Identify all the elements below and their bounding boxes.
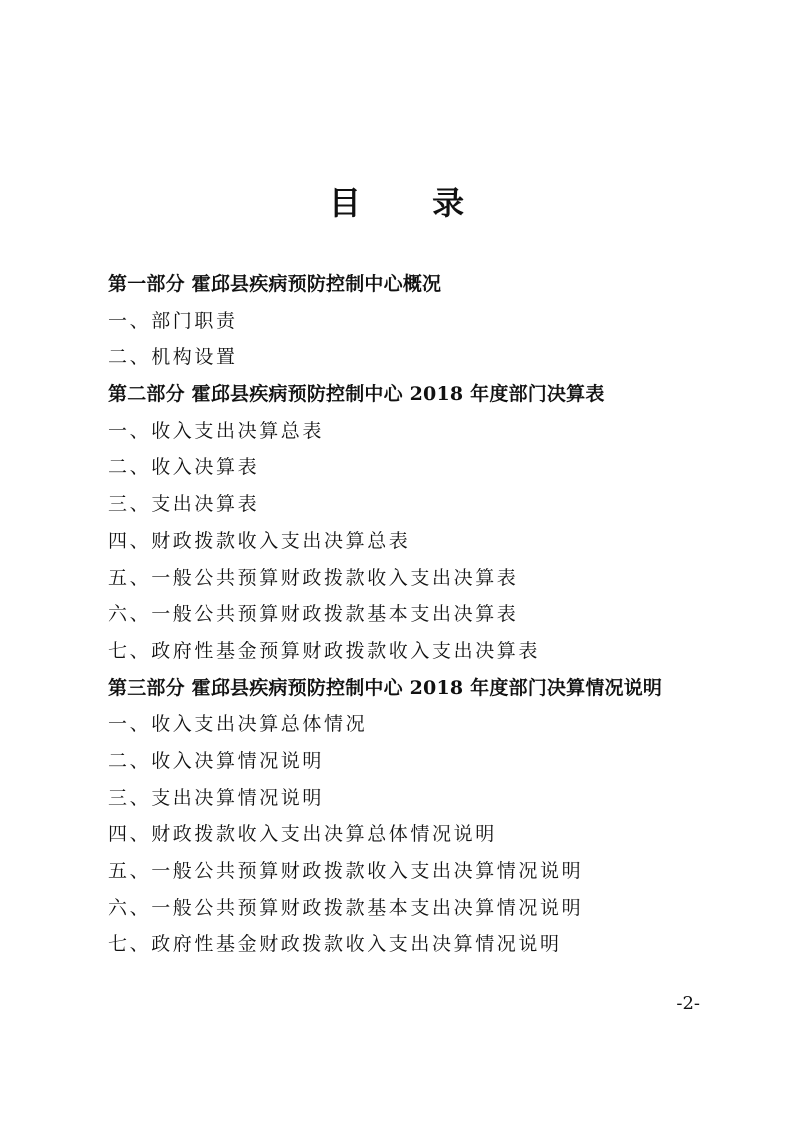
- toc-item: 七、政府性基金预算财政拨款收入支出决算表: [108, 639, 541, 662]
- page-number: -2-: [676, 993, 700, 1014]
- toc-item: 一、收入支出决算总表: [108, 419, 325, 442]
- toc-item: 七、政府性基金财政拨款收入支出决算情况说明: [108, 933, 562, 956]
- page-title: 目 录: [328, 184, 495, 222]
- toc-item: 一、部门职责: [108, 309, 238, 332]
- toc-item: 六、一般公共预算财政拨款基本支出决算情况说明: [108, 896, 584, 919]
- toc-item: 二、收入决算情况说明: [108, 749, 325, 772]
- toc-item: 五、一般公共预算财政拨款收入支出决算表: [108, 566, 519, 589]
- toc-section-1: 第一部分 霍邱县疾病预防控制中心概况: [108, 273, 442, 295]
- toc-item: 五、一般公共预算财政拨款收入支出决算情况说明: [108, 860, 584, 882]
- toc-section-3: 第三部分 霍邱县疾病预防控制中心 2018 年度部门决算情况说明: [108, 676, 663, 699]
- toc-item: 六、一般公共预算财政拨款基本支出决算表: [108, 603, 519, 626]
- toc-item: 四、财政拨款收入支出决算总表: [108, 529, 411, 552]
- toc-item: 四、财政拨款收入支出决算总体情况说明: [108, 823, 497, 846]
- toc-item: 三、支出决算表: [108, 493, 260, 516]
- table-of-contents: [108, 266, 748, 963]
- toc-item: 二、收入决算表: [108, 456, 260, 479]
- toc-item: 二、机构设置: [108, 346, 238, 369]
- toc-item: 三、支出决算情况说明: [108, 786, 325, 809]
- toc-item: 一、收入支出决算总体情况: [108, 713, 368, 736]
- toc-section-2: 第二部分 霍邱县疾病预防控制中心 2018 年度部门决算表: [108, 383, 605, 406]
